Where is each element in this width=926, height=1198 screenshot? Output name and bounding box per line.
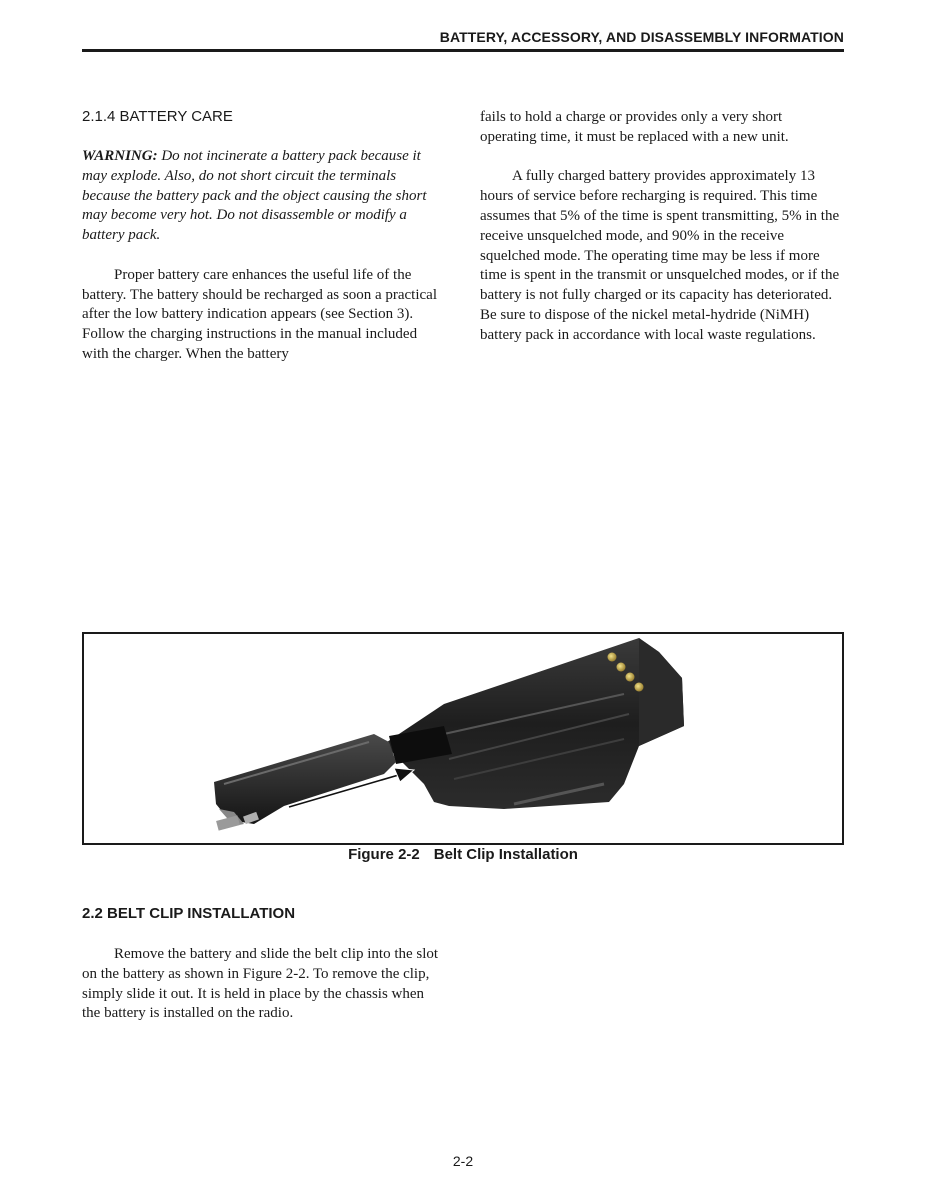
running-header: BATTERY, ACCESSORY, AND DISASSEMBLY INFORMATION — [439, 29, 844, 45]
right-column — [480, 108, 842, 365]
battery-care-paragraph-1: Proper battery care enhances the useful life of the battery. The battery should be recharged as soon a practical after the low battery indication appears (see Section 3). Follow the charging instructions in the manual included with the charger. When the battery — [82, 266, 437, 362]
warning-text: Do not incinerate a battery pack because it may explode. Also, do not short circuit the terminals because the battery pack and the object causing the short may become very hot. Do not disassemble or modify a battery pack. — [82, 148, 427, 244]
battery-care-paragraph-2: A fully charged battery provides approximately 13 hours of service before recharging is required. This time assumes that 5% of the time is spent transmitting, 5% in the receive unsquelched mode, and 90% in the receive squelched mode. The operating time may be less if more time is spent in the transmit or unsquelched modes, or if the battery is not fully charged or its capacity has deteriorated. Be sure to dispose of the nickel metal-hydride (NiMH) battery pack in accordance with local waste regulations. — [480, 168, 840, 343]
figure-number: Figure 2-2 — [348, 846, 420, 863]
battery-care-paragraph-1-continued: fails to hold a charge or provides only a very short operating time, it must be replaced with a new unit. — [480, 109, 789, 145]
belt-clip-heading: 2.2 BELT CLIP INSTALLATION — [82, 905, 296, 922]
page-number: 2-2 — [452, 1153, 474, 1169]
warning-note — [82, 147, 444, 246]
belt-clip-battery-illustration — [84, 634, 842, 843]
figure-title: Belt Clip Installation — [433, 846, 578, 863]
battery-pack — [384, 638, 684, 809]
header-rule — [82, 49, 844, 52]
warning-lead: WARNING: — [82, 148, 158, 164]
belt-clip-paragraph: Remove the battery and slide the belt clip into the slot on the battery as shown in Figure 2-2. To remove the clip, simply slide it out. It is held in place by the chassis when the battery is installed on the radio. — [82, 946, 439, 1022]
figure-2-2-frame — [82, 632, 844, 845]
belt-clip-column — [82, 945, 444, 1044]
left-column — [82, 108, 444, 385]
battery-care-heading: 2.1.4 BATTERY CARE — [82, 108, 233, 125]
figure-caption — [0, 846, 926, 863]
